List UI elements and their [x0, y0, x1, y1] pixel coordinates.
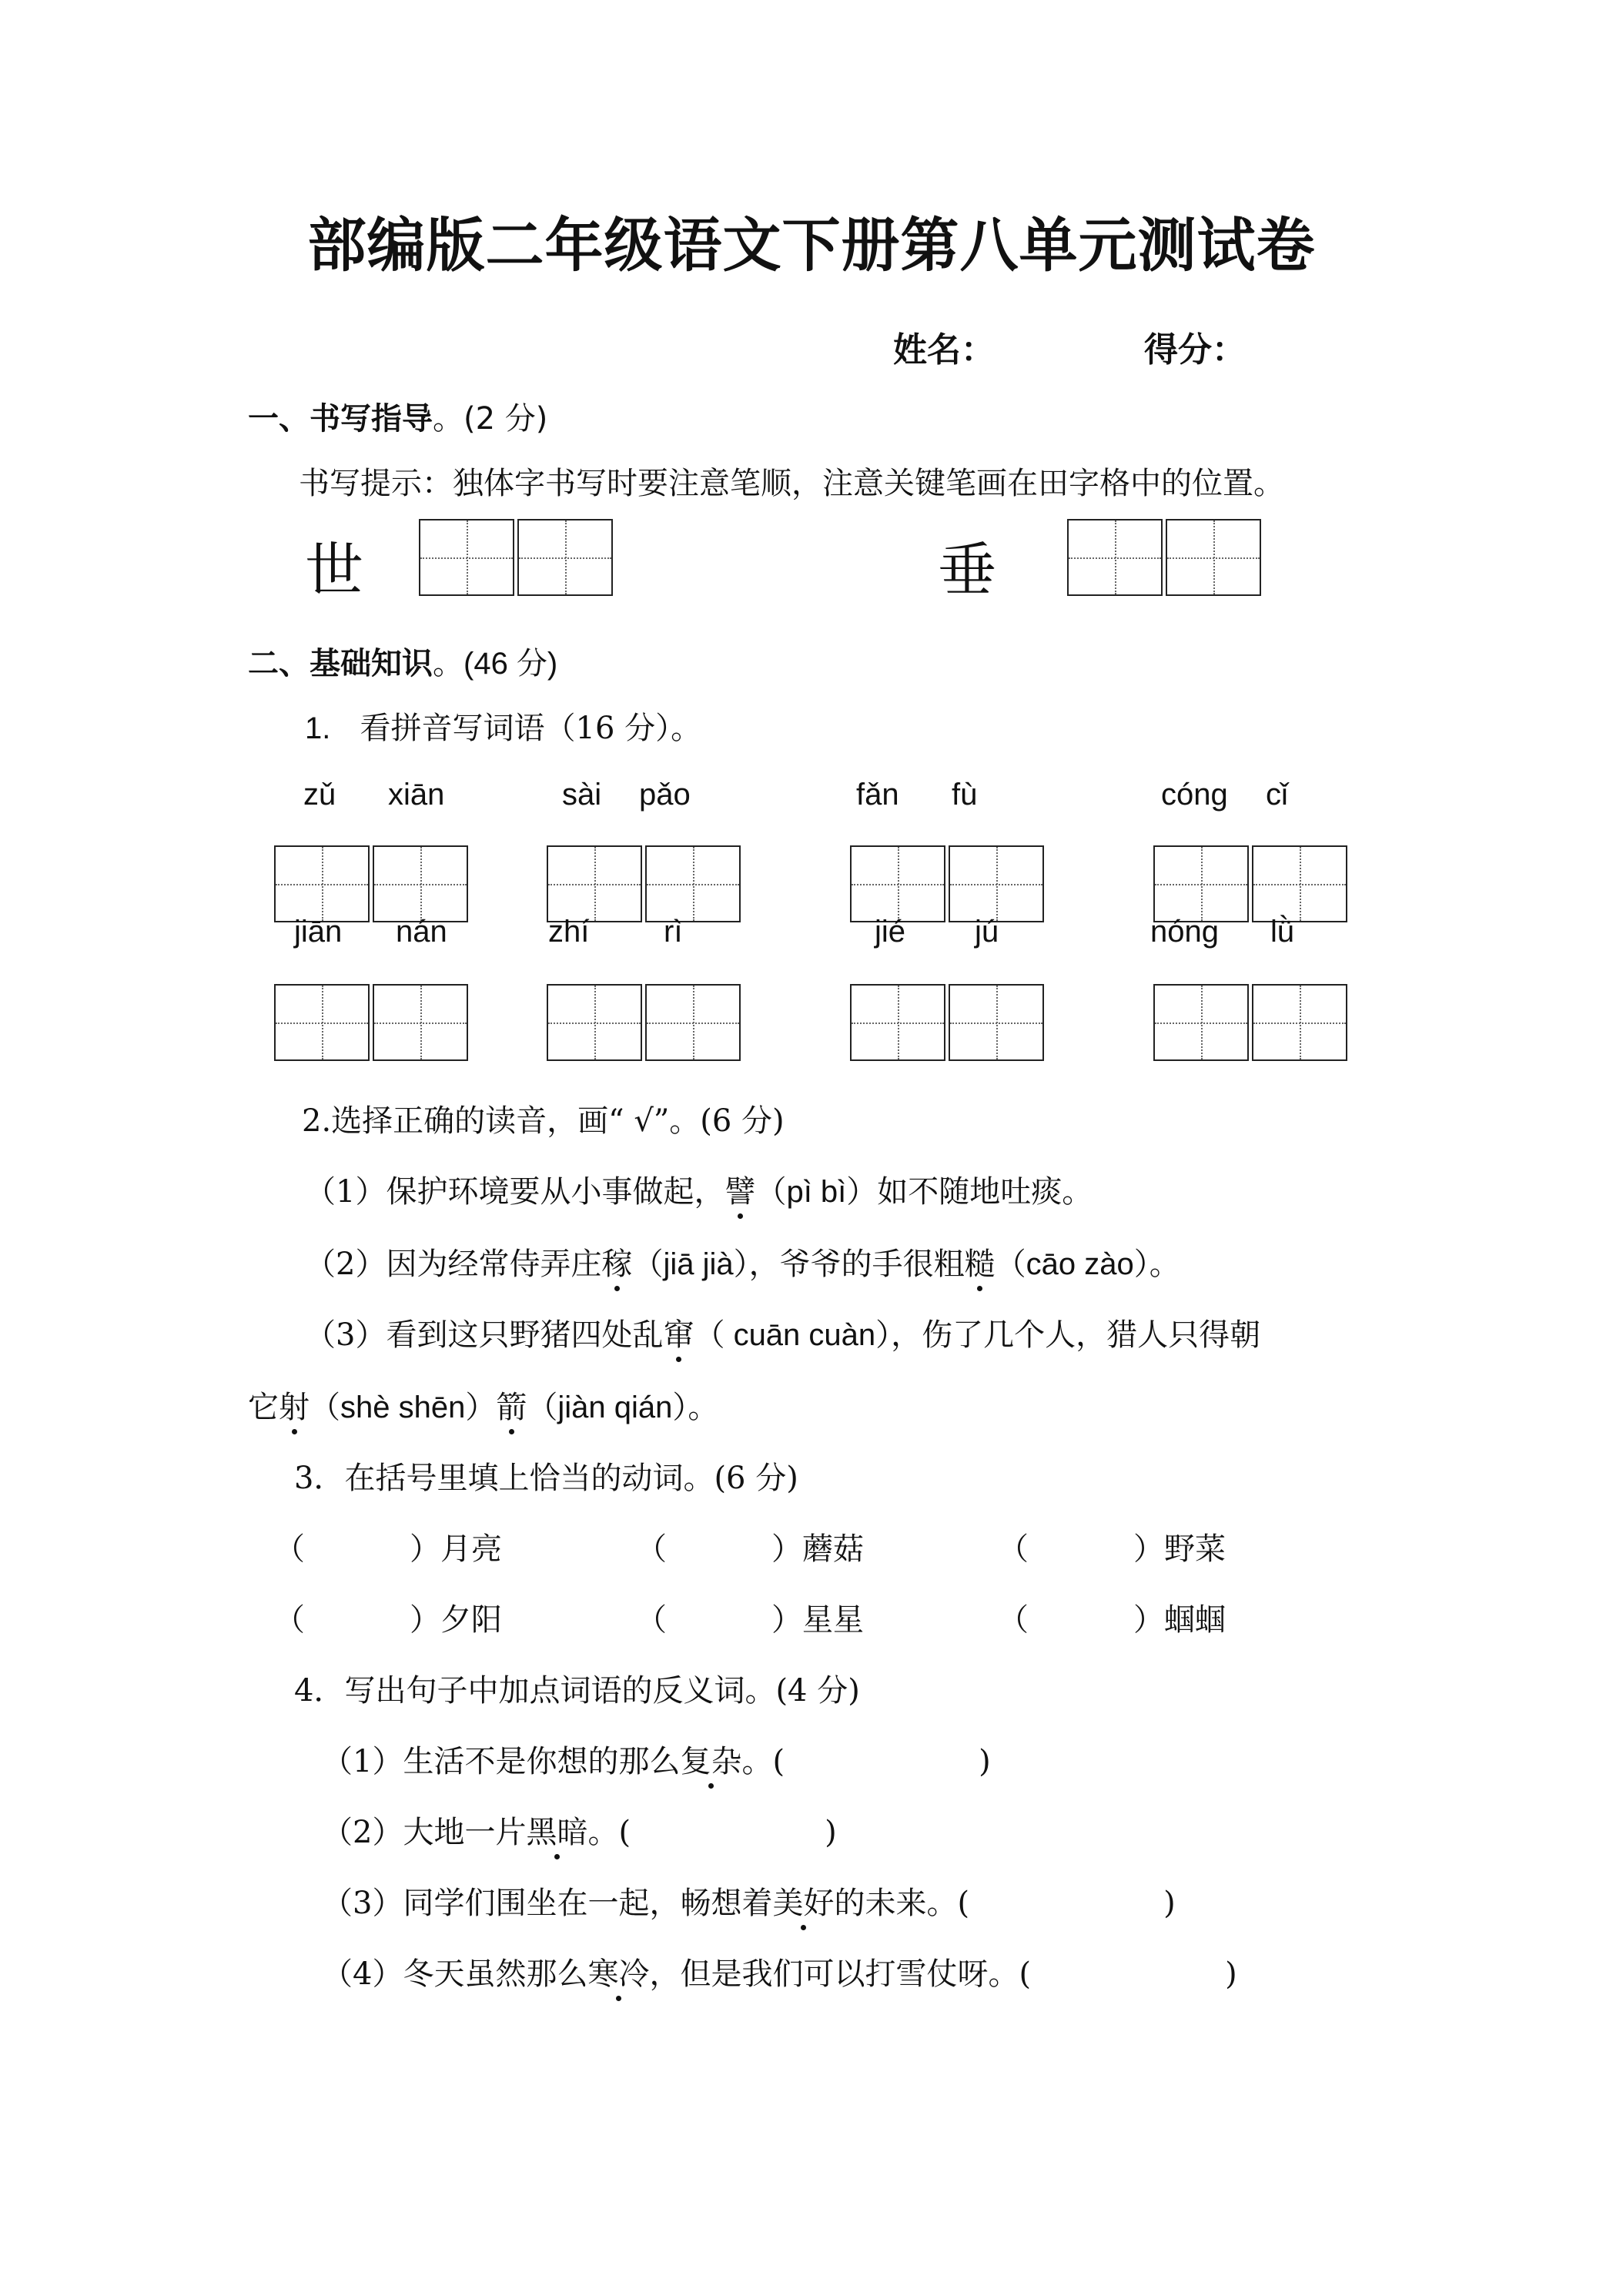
q2-item-3-options-2[interactable]: （shè shēn）	[310, 1391, 497, 1424]
pinyin: nán	[396, 915, 447, 949]
pinyin: zǔ	[303, 778, 336, 812]
q4-s1-open: 。(	[741, 1744, 785, 1779]
q2-item-1	[305, 1167, 1093, 1211]
pinyin: zhí	[548, 915, 590, 949]
tianzige-grid-2[interactable]	[1067, 519, 1264, 596]
q4-sentence-2	[322, 1808, 837, 1852]
tianzige-cell[interactable]	[274, 984, 370, 1061]
tianzige-cell[interactable]	[547, 984, 642, 1061]
pinyin: cóng	[1161, 778, 1228, 812]
blank-word: ）星星	[771, 1602, 864, 1638]
pinyin: xiān	[388, 778, 445, 812]
practice-char-1: 世	[305, 536, 363, 604]
section1-title: 一、书写指导	[248, 401, 433, 437]
q4-sentence-4	[322, 1950, 1237, 1993]
q2-item-2-options[interactable]: （jiā jià），爷爷的手很粗	[632, 1247, 965, 1281]
section1-heading	[248, 394, 547, 438]
answer-grid[interactable]	[850, 984, 1047, 1061]
q4-s1-text: （1）生活不是你想的那么	[322, 1744, 681, 1779]
tianzige-cell[interactable]	[1153, 845, 1249, 922]
name-label: 姓名：	[893, 330, 995, 370]
pinyin: rì	[664, 915, 683, 949]
q4-sentence-3	[322, 1879, 1176, 1923]
q4-s4-close: )	[1225, 1956, 1237, 1992]
dotted-char: 窜	[663, 1310, 694, 1354]
q3-prompt: 3．在括号里填上恰当的动词。(6 分)	[294, 1461, 798, 1496]
dotted-char: 稼	[601, 1240, 632, 1284]
q2-item-2	[305, 1240, 1180, 1284]
answer-grid[interactable]	[1153, 984, 1350, 1061]
q1-prompt	[305, 704, 701, 748]
q2-item-3-options[interactable]: （ cuān cuàn），伤了几个人，猎人只得朝	[694, 1318, 1261, 1352]
pinyin: jiān	[294, 915, 343, 949]
pinyin: sài	[562, 778, 602, 812]
tianzige-cell[interactable]	[373, 984, 468, 1061]
blank-open[interactable]: （	[636, 1531, 667, 1567]
q4-s2-open: 。(	[587, 1815, 631, 1850]
tianzige-cell[interactable]	[645, 984, 741, 1061]
blank-open[interactable]: （	[998, 1602, 1029, 1638]
q4-prompt: 4．写出句子中加点词语的反义词。(4 分)	[294, 1673, 860, 1709]
dotted-word: 美好	[772, 1879, 834, 1923]
q2-item-3-options-3[interactable]: （jiàn qián）。	[527, 1391, 719, 1424]
q2-item-3-text-2: 它	[248, 1390, 279, 1425]
q2-item-3-cont	[248, 1383, 718, 1427]
tianzige-cell[interactable]	[1067, 519, 1163, 596]
q4-s2-text: （2）大地一片	[322, 1815, 527, 1850]
q1-label: 1.	[305, 711, 331, 745]
pinyin: fǎn	[856, 778, 899, 812]
tianzige-cell[interactable]	[547, 845, 642, 922]
answer-grid[interactable]	[547, 984, 744, 1061]
section2-points: 。(46 分)	[433, 647, 558, 681]
q2-item-1-options[interactable]: （pì bì）如不随地吐痰。	[755, 1175, 1093, 1209]
tianzige-cell[interactable]	[850, 845, 945, 922]
answer-grid[interactable]	[547, 845, 744, 922]
answer-grid[interactable]	[274, 984, 471, 1061]
q2-item-3-text: （3）看到这只野猪四处乱	[305, 1317, 664, 1353]
dotted-word: 寒冷	[587, 1950, 649, 1993]
pinyin: pǎo	[639, 778, 691, 812]
dotted-char: 糙	[965, 1240, 996, 1284]
dotted-char: 譬	[724, 1167, 755, 1211]
tianzige-cell[interactable]	[949, 984, 1044, 1061]
section1-points: 。(2 分)	[433, 401, 548, 437]
blank-open[interactable]: （	[274, 1531, 305, 1567]
pinyin: fù	[952, 778, 978, 812]
tianzige-cell[interactable]	[419, 519, 514, 596]
section2-title: 二、基础知识	[248, 646, 433, 681]
pinyin: jié	[875, 915, 906, 949]
blank-open[interactable]: （	[998, 1531, 1029, 1567]
pinyin: jú	[975, 915, 999, 949]
q1-text: 看拼音写词语（16 分）。	[360, 711, 702, 746]
q2-item-2-text: （2）因为经常侍弄庄	[305, 1247, 602, 1282]
practice-char-2: 垂	[938, 536, 996, 604]
q4-s3-text: （3）同学们围坐在一起，畅想着	[322, 1886, 773, 1921]
q2-item-3	[305, 1310, 1260, 1354]
pinyin: cǐ	[1266, 778, 1288, 812]
tianzige-cell[interactable]	[1153, 984, 1249, 1061]
answer-grid[interactable]	[274, 845, 471, 922]
q2-item-2-options-2[interactable]: （cāo zào）。	[995, 1247, 1180, 1281]
tianzige-cell[interactable]	[645, 845, 741, 922]
q2-prompt: 2.选择正确的读音，画“ √”。(6 分)	[302, 1103, 785, 1139]
q4-s1-close: )	[979, 1744, 991, 1779]
q4-s3-open: 的未来。(	[834, 1886, 970, 1921]
blank-open[interactable]: （	[636, 1602, 667, 1638]
q4-sentence-1	[322, 1737, 991, 1781]
tianzige-grid-1[interactable]	[419, 519, 616, 596]
q2-item-1-text: （1）保护环境要从小事做起，	[305, 1174, 725, 1210]
dotted-word: 黑暗	[526, 1808, 587, 1852]
tianzige-cell[interactable]	[1252, 984, 1347, 1061]
dotted-char: 射	[279, 1383, 310, 1427]
tianzige-cell[interactable]	[949, 845, 1044, 922]
tianzige-cell[interactable]	[850, 984, 945, 1061]
page-title: 部编版二年级语文下册第八单元测试卷	[307, 211, 1316, 279]
section1-tip: 书写提示：独体字书写时要注意笔顺，注意关键笔画在田字格中的位置。	[299, 466, 1284, 501]
tianzige-cell[interactable]	[517, 519, 613, 596]
tianzige-cell[interactable]	[274, 845, 370, 922]
blank-open[interactable]: （	[274, 1602, 305, 1638]
blank-word: ）月亮	[410, 1531, 502, 1567]
tianzige-cell[interactable]	[1166, 519, 1261, 596]
answer-grid[interactable]	[1153, 845, 1350, 922]
score-label: 得分：	[1144, 330, 1246, 370]
pinyin: nóng	[1150, 915, 1219, 949]
blank-word: ）野菜	[1133, 1531, 1226, 1567]
answer-grid[interactable]	[850, 845, 1047, 922]
tianzige-cell[interactable]	[1252, 845, 1347, 922]
q4-s3-close: )	[1163, 1886, 1176, 1921]
blank-word: ）蝈蝈	[1133, 1602, 1226, 1638]
dotted-word: 复杂	[680, 1737, 741, 1781]
section2-heading	[248, 639, 557, 683]
q4-s4-text: （4）冬天虽然那么	[322, 1956, 588, 1992]
dotted-char: 箭	[496, 1383, 527, 1427]
q4-s4-open: ，但是我们可以打雪仗呀。(	[649, 1956, 1032, 1992]
q4-s2-close: )	[825, 1815, 837, 1850]
tianzige-cell[interactable]	[373, 845, 468, 922]
pinyin: lǜ	[1270, 915, 1295, 949]
blank-word: ）蘑菇	[771, 1531, 864, 1567]
blank-word: ）夕阳	[410, 1602, 502, 1638]
